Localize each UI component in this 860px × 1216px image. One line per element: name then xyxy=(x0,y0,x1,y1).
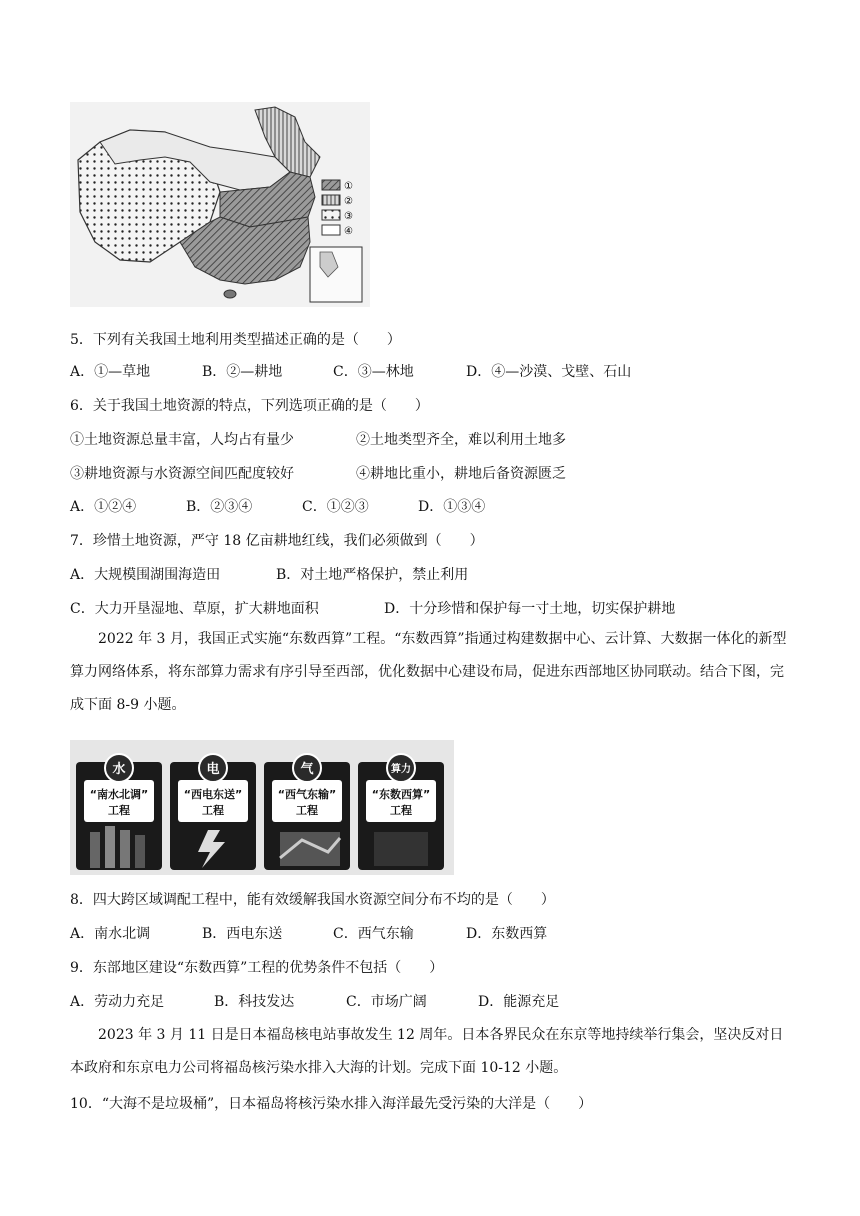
q6-statement-4: ④耕地比重小，耕地后备资源匮乏 xyxy=(356,466,566,482)
q7-option-c[interactable]: C．大力开垦湿地、草原，扩大耕地面积 xyxy=(70,601,319,617)
q9-option-a[interactable]: A．劳动力充足 xyxy=(70,994,165,1010)
q5-option-c[interactable]: C．③—林地 xyxy=(333,364,414,380)
card-3-badge: 气 xyxy=(300,762,314,777)
q6-option-c[interactable]: C．①②③ xyxy=(302,499,369,515)
banner-svg xyxy=(70,740,454,875)
q7-option-d[interactable]: D．十分珍惜和保护每一寸土地，切实保护耕地 xyxy=(384,601,676,617)
passage-fukushima: 2023 年 3 月 11 日是日本福岛核电站事故发生 12 周年。日本各界民众在东京等地持续举行集会，坚决反对日本政府和东京电力公司将福岛核污染水排入大海的计划。完成下面 10-12 小题。 xyxy=(70,1027,784,1076)
card-dongshuxisuan xyxy=(358,754,444,870)
q6-option-d[interactable]: D．①③④ xyxy=(418,499,486,515)
q6-option-b[interactable]: B．②③④ xyxy=(186,499,253,515)
q6-statement-2: ②土地类型齐全，难以利用土地多 xyxy=(356,432,566,448)
card-3-title2: 工程 xyxy=(296,804,318,817)
q7-stem: 7．珍惜土地资源，严守 18 亿亩耕地红线，我们必须做到（ ） xyxy=(70,533,484,549)
q5-option-b[interactable]: B．②—耕地 xyxy=(202,364,283,380)
card-4-badge: 算力 xyxy=(391,764,411,775)
q5-option-a[interactable]: A．①—草地 xyxy=(70,364,151,380)
q8-stem: 8．四大跨区域调配工程中，能有效缓解我国水资源空间分布不均的是（ ） xyxy=(70,892,555,908)
q5-stem: 5．下列有关我国土地利用类型描述正确的是（ ） xyxy=(70,332,401,348)
card-1-title: “南水北调” xyxy=(89,788,149,801)
card-1-title2: 工程 xyxy=(108,804,130,817)
q6-statement-3: ③耕地资源与水资源空间匹配度较好 xyxy=(70,466,294,482)
passage-dongshuxisuan: 2022 年 3 月，我国正式实施“东数西算”工程。“东数西算”指通过构建数据中心、云计算、大数据一体化的新型算力网络体系，将东部算力需求有序引导至西部，优化数据中心建设布局，促进东西部地区协同联动。结合下图，完成下面 8-9 小题。 xyxy=(70,631,787,713)
q9-option-d[interactable]: D．能源充足 xyxy=(478,994,560,1010)
q5-option-d[interactable]: D．④—沙漠、戈壁、石山 xyxy=(466,364,632,380)
q9-option-c[interactable]: C．市场广阔 xyxy=(346,994,427,1010)
q8-option-b[interactable]: B．西电东送 xyxy=(202,926,283,942)
q7-option-a[interactable]: A．大规模围湖围海造田 xyxy=(70,567,221,583)
q9-option-b[interactable]: B．科技发达 xyxy=(214,994,295,1010)
legend-label-3: ③ xyxy=(344,211,353,222)
card-nanshuibeidiao xyxy=(76,754,162,870)
q10-stem: 10．“大海不是垃圾桶”，日本福岛将核污染水排入海洋最先受污染的大洋是（ ） xyxy=(70,1096,593,1112)
q8-option-c[interactable]: C．西气东输 xyxy=(333,926,414,942)
legend-label-4: ④ xyxy=(344,226,353,237)
card-2-badge: 电 xyxy=(206,762,220,777)
q7-option-b[interactable]: B．对土地严格保护，禁止利用 xyxy=(276,567,469,583)
legend-label-1: ① xyxy=(344,181,353,192)
card-2-title2: 工程 xyxy=(202,804,224,817)
card-2-title: “西电东送” xyxy=(183,788,243,801)
card-1-badge: 水 xyxy=(112,762,126,777)
map-svg xyxy=(70,102,370,307)
q6-stem: 6．关于我国土地资源的特点，下列选项正确的是（ ） xyxy=(70,398,429,414)
q6-statement-1: ①土地资源总量丰富，人均占有量少 xyxy=(70,432,294,448)
card-xidiandongsong xyxy=(170,754,256,870)
four-projects-figure xyxy=(70,740,454,875)
q8-option-a[interactable]: A．南水北调 xyxy=(70,926,151,942)
card-4-title: “东数西算” xyxy=(371,788,431,801)
q8-option-d[interactable]: D．东数西算 xyxy=(466,926,548,942)
legend-label-2: ② xyxy=(344,196,353,207)
map-inset xyxy=(310,247,362,302)
map-legend xyxy=(322,180,353,237)
card-xiqidongshu xyxy=(264,754,350,870)
card-3-title: “西气东输” xyxy=(277,788,337,801)
q6-option-a[interactable]: A．①②④ xyxy=(70,499,137,515)
map-island-hainan xyxy=(224,290,236,298)
card-4-title2: 工程 xyxy=(390,804,412,817)
china-land-use-map xyxy=(70,102,370,307)
q9-stem: 9．东部地区建设“东数西算”工程的优势条件不包括（ ） xyxy=(70,960,444,976)
